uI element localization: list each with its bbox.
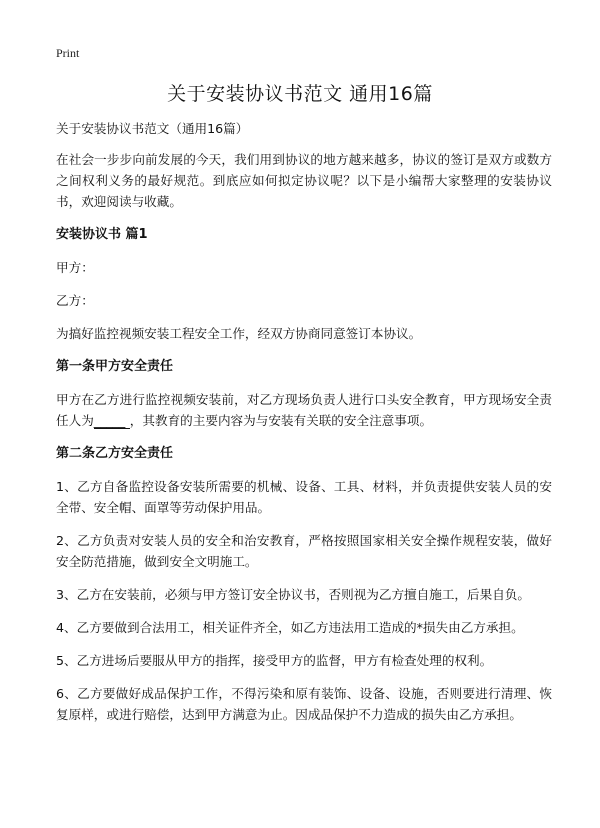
article-1-text-before: 甲方在乙方进行监控视频安装前，对乙方现场负责人进行口头安全教育，甲方现场安全责任人为: [56, 392, 552, 428]
party-a-line: 甲方：: [56, 260, 94, 275]
print-link[interactable]: Print: [56, 46, 80, 60]
intro-paragraph: 在社会一步步向前发展的今天，我们用到协议的地方越来越多，协议的签订是双方或数方之间权利义务的最好规范。到底应如何拟定协议呢？以下是小编帮大家整理的安装协议书，欢迎阅读与收藏。: [56, 152, 552, 209]
article-2-heading: 第二条乙方安全责任: [56, 446, 174, 461]
article-1-heading: 第一条甲方安全责任: [56, 359, 174, 374]
section-heading: 安装协议书 篇1: [56, 227, 148, 242]
purpose-paragraph: 为搞好监控视频安装工程安全工作，经双方协商同意签订本协议。: [56, 326, 422, 341]
document-body: [56, 118, 552, 737]
article-2-item: 2、乙方负责对安装人员的安全和治安教育，严格按照国家相关安全操作规程安装，做好安全防范措施，做到安全文明施工。: [56, 533, 552, 569]
article-2-item: 3、乙方在安装前，必须与甲方签订安全协议书，否则视为乙方擅自施工，后果自负。: [56, 587, 530, 602]
article-1-paragraph: [56, 389, 552, 431]
party-b-line: 乙方：: [56, 293, 94, 308]
article-2-item: 4、乙方要做到合法用工，相关证件齐全，如乙方违法用工造成的*损失由乙方承担。: [56, 620, 524, 635]
article-1-text-after: ，其教育的主要内容为与安装有关联的安全注意事项。: [129, 413, 433, 428]
article-2-item: 6、乙方要做好成品保护工作，不得污染和原有装饰、设备、设施，否则要进行清理、恢复原样，或进行赔偿，达到甲方满意为止。因成品保护不力造成的损失由乙方承担。: [56, 686, 552, 722]
fill-in-blank: _____: [94, 414, 130, 429]
document-title: 关于安装协议书范文 通用16篇: [167, 83, 433, 105]
article-2-item: 1、乙方自备监控设备安装所需要的机械、设备、工具、材料，并负责提供安装人员的安全带、安全帽、面罩等劳动保护用品。: [56, 479, 552, 515]
article-2-item: 5、乙方进场后要服从甲方的指挥，接受甲方的监督，甲方有检查处理的权利。: [56, 653, 493, 668]
document-subtitle: 关于安装协议书范文（通用16篇）: [56, 121, 249, 136]
